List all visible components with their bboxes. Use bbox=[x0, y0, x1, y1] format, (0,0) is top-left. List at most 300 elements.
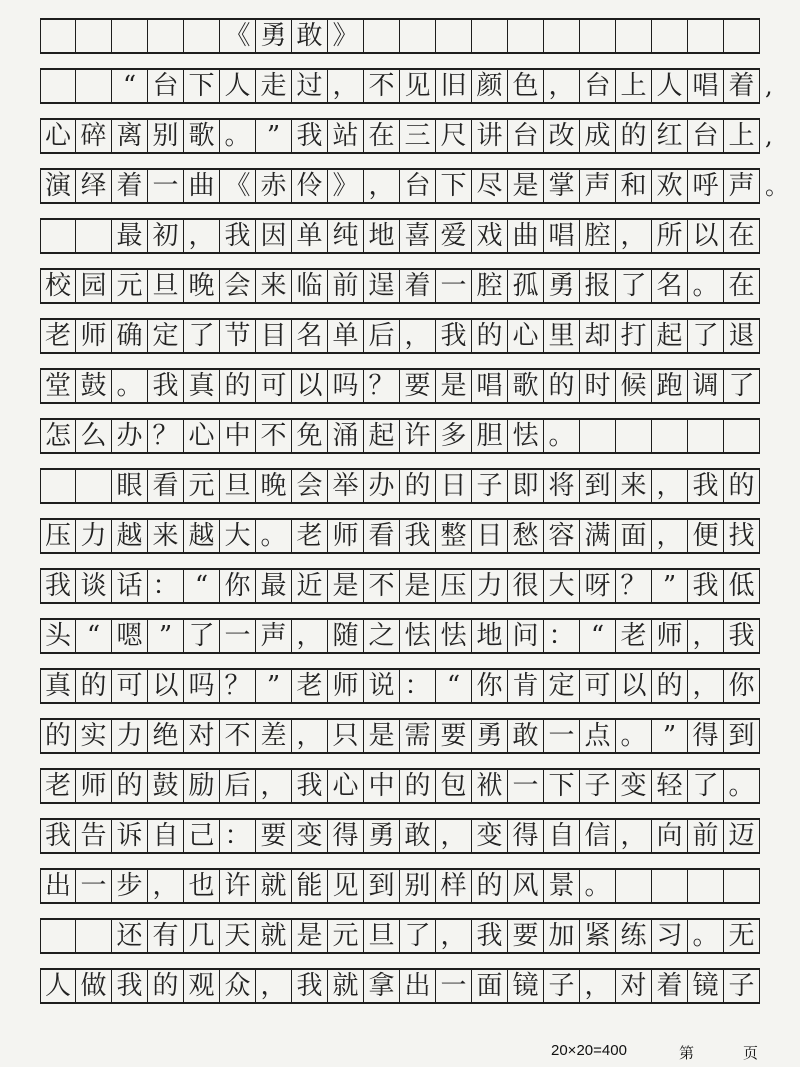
grid-cell: 调 bbox=[688, 370, 724, 402]
grid-cell: 呀 bbox=[580, 570, 616, 602]
grid-cell: 么 bbox=[76, 420, 112, 452]
grid-cell: 对 bbox=[616, 970, 652, 1002]
grid-cell: 最 bbox=[256, 570, 292, 602]
grid-cell: 上 bbox=[724, 120, 760, 152]
grid-cell: 怯 bbox=[508, 420, 544, 452]
grid-row bbox=[40, 18, 760, 54]
grid-cell: 校 bbox=[40, 270, 76, 302]
grid-cell: 唱 bbox=[688, 70, 724, 102]
grid-cell: 师 bbox=[652, 620, 688, 652]
grid-cell: 心 bbox=[508, 320, 544, 352]
grid-cell: 了 bbox=[184, 320, 220, 352]
grid-row bbox=[40, 68, 760, 104]
grid-cell bbox=[580, 420, 616, 452]
grid-cell: ， bbox=[256, 770, 292, 802]
grid-cell: 头 bbox=[40, 620, 76, 652]
grid-cell: 台 bbox=[580, 70, 616, 102]
grid-cell: 力 bbox=[76, 520, 112, 552]
grid-cell: 打 bbox=[616, 320, 652, 352]
grid-cell: 将 bbox=[544, 470, 580, 502]
grid-cell: 。 bbox=[544, 420, 580, 452]
grid-cell: 免 bbox=[292, 420, 328, 452]
grid-cell: 尽 bbox=[472, 170, 508, 202]
grid-cell bbox=[616, 870, 652, 902]
grid-cell: 习 bbox=[652, 920, 688, 952]
grid-cell bbox=[544, 20, 580, 52]
grid-cell: 点 bbox=[580, 720, 616, 752]
grid-cell: 之 bbox=[364, 620, 400, 652]
grid-cell: 在 bbox=[724, 220, 760, 252]
grid-cell: 最 bbox=[112, 220, 148, 252]
grid-cell: 整 bbox=[436, 520, 472, 552]
grid-cell: ， bbox=[364, 170, 400, 202]
grid-cell: 实 bbox=[76, 720, 112, 752]
grid-cell: 来 bbox=[256, 270, 292, 302]
grid-cell: 几 bbox=[184, 920, 220, 952]
grid-cell: 子 bbox=[724, 970, 760, 1002]
grid-cell: 满 bbox=[580, 520, 616, 552]
grid-cell: 肯 bbox=[508, 670, 544, 702]
grid-cell: 下 bbox=[436, 170, 472, 202]
grid-cell: 站 bbox=[328, 120, 364, 152]
grid-cell: 来 bbox=[616, 470, 652, 502]
grid-cell: 尺 bbox=[436, 120, 472, 152]
grid-cell: 的 bbox=[472, 870, 508, 902]
grid-cell: 话 bbox=[112, 570, 148, 602]
grid-cell: 信 bbox=[580, 820, 616, 852]
grid-cell: 是 bbox=[292, 920, 328, 952]
grid-cell: 别 bbox=[400, 870, 436, 902]
grid-cell: 我 bbox=[292, 970, 328, 1002]
grid-cell: 能 bbox=[292, 870, 328, 902]
grid-cell: 观 bbox=[184, 970, 220, 1002]
grid-cell: ， bbox=[292, 720, 328, 752]
margin-punctuation: 。 bbox=[765, 172, 789, 200]
grid-cell: 看 bbox=[148, 470, 184, 502]
grid-cell: 师 bbox=[328, 520, 364, 552]
grid-cell: 呼 bbox=[688, 170, 724, 202]
grid-cell: ， bbox=[688, 670, 724, 702]
grid-cell: 临 bbox=[292, 270, 328, 302]
grid-cell: 起 bbox=[652, 320, 688, 352]
grid-cell bbox=[400, 20, 436, 52]
grid-cell: 在 bbox=[364, 120, 400, 152]
grid-cell: ” bbox=[256, 670, 292, 702]
grid-cell bbox=[76, 20, 112, 52]
grid-cell bbox=[148, 20, 184, 52]
grid-cell: 以 bbox=[616, 670, 652, 702]
grid-cell: 我 bbox=[400, 520, 436, 552]
grid-cell: 改 bbox=[544, 120, 580, 152]
grid-cell: 景 bbox=[544, 870, 580, 902]
grid-cell: 我 bbox=[688, 470, 724, 502]
grid-cell: 办 bbox=[112, 420, 148, 452]
grid-cell: 了 bbox=[184, 620, 220, 652]
grid-cell: 演 bbox=[40, 170, 76, 202]
grid-cell: 。 bbox=[688, 270, 724, 302]
grid-cell: 说 bbox=[364, 670, 400, 702]
grid-cell: 只 bbox=[328, 720, 364, 752]
grid-cell bbox=[652, 20, 688, 52]
grid-cell: 袱 bbox=[472, 770, 508, 802]
grid-cell: 心 bbox=[328, 770, 364, 802]
grid-cell bbox=[652, 870, 688, 902]
grid-cell: ： bbox=[148, 570, 184, 602]
grid-cell: 了 bbox=[688, 320, 724, 352]
grid-count-label: 20×20=400 bbox=[551, 1042, 627, 1059]
grid-cell: 的 bbox=[400, 470, 436, 502]
grid-cell: 确 bbox=[112, 320, 148, 352]
grid-cell: 唱 bbox=[544, 220, 580, 252]
grid-cell: 的 bbox=[652, 670, 688, 702]
grid-cell: 变 bbox=[472, 820, 508, 852]
grid-cell: 腔 bbox=[472, 270, 508, 302]
grid-cell: 一 bbox=[544, 720, 580, 752]
grid-cell: 人 bbox=[652, 70, 688, 102]
grid-cell: 》 bbox=[328, 20, 364, 52]
grid-cell: 紧 bbox=[580, 920, 616, 952]
page-number-prefix: 第 bbox=[679, 1045, 695, 1062]
grid-cell: ” bbox=[148, 620, 184, 652]
grid-cell: 老 bbox=[616, 620, 652, 652]
grid-cell: 的 bbox=[112, 770, 148, 802]
grid-cell: 晚 bbox=[256, 470, 292, 502]
grid-cell: 日 bbox=[472, 520, 508, 552]
grid-cell: 自 bbox=[544, 820, 580, 852]
grid-cell bbox=[616, 20, 652, 52]
grid-cell: ， bbox=[148, 870, 184, 902]
grid-cell: 报 bbox=[580, 270, 616, 302]
grid-cell: 我 bbox=[472, 920, 508, 952]
grid-cell: 要 bbox=[256, 820, 292, 852]
grid-cell: 离 bbox=[112, 120, 148, 152]
grid-cell: 。 bbox=[616, 720, 652, 752]
grid-cell bbox=[580, 20, 616, 52]
grid-cell bbox=[724, 420, 760, 452]
grid-cell: 老 bbox=[40, 770, 76, 802]
grid-row bbox=[40, 568, 760, 604]
grid-cell: 会 bbox=[220, 270, 256, 302]
grid-cell: 敢 bbox=[400, 820, 436, 852]
grid-cell: 老 bbox=[292, 520, 328, 552]
grid-cell: 包 bbox=[436, 770, 472, 802]
grid-cell: “ bbox=[436, 670, 472, 702]
grid-cell: 绎 bbox=[76, 170, 112, 202]
grid-cell: 镜 bbox=[508, 970, 544, 1002]
grid-cell bbox=[688, 420, 724, 452]
grid-cell bbox=[472, 20, 508, 52]
grid-cell: 退 bbox=[724, 320, 760, 352]
grid-cell: 压 bbox=[40, 520, 76, 552]
grid-cell: ： bbox=[400, 670, 436, 702]
grid-cell: 。 bbox=[580, 870, 616, 902]
grid-cell: ， bbox=[688, 620, 724, 652]
grid-cell: 日 bbox=[436, 470, 472, 502]
grid-cell: 勇 bbox=[472, 720, 508, 752]
grid-cell: 可 bbox=[112, 670, 148, 702]
grid-cell: 了 bbox=[724, 370, 760, 402]
grid-cell: ？ bbox=[220, 670, 256, 702]
grid-cell: 单 bbox=[292, 220, 328, 252]
grid-cell: 越 bbox=[184, 520, 220, 552]
grid-cell: ， bbox=[292, 620, 328, 652]
grid-cell: 旧 bbox=[436, 70, 472, 102]
grid-cell: 近 bbox=[292, 570, 328, 602]
grid-cell: 大 bbox=[220, 520, 256, 552]
grid-cell: 我 bbox=[40, 820, 76, 852]
grid-cell: ” bbox=[652, 720, 688, 752]
grid-cell: 找 bbox=[724, 520, 760, 552]
grid-cell: 大 bbox=[544, 570, 580, 602]
grid-cell: 台 bbox=[400, 170, 436, 202]
grid-cell: 以 bbox=[688, 220, 724, 252]
grid-cell: 嗯 bbox=[112, 620, 148, 652]
grid-cell: 得 bbox=[508, 820, 544, 852]
grid-cell: 单 bbox=[328, 320, 364, 352]
grid-cell: 容 bbox=[544, 520, 580, 552]
grid-cell: 爱 bbox=[436, 220, 472, 252]
grid-cell: 掌 bbox=[544, 170, 580, 202]
grid-cell: 赤 bbox=[256, 170, 292, 202]
grid-cell: 需 bbox=[400, 720, 436, 752]
grid-cell: 出 bbox=[400, 970, 436, 1002]
grid-cell: 就 bbox=[256, 920, 292, 952]
grid-row bbox=[40, 118, 760, 154]
grid-cell: 着 bbox=[652, 970, 688, 1002]
grid-cell: 名 bbox=[292, 320, 328, 352]
grid-row bbox=[40, 468, 760, 504]
grid-cell: 练 bbox=[616, 920, 652, 952]
grid-cell: ， bbox=[436, 920, 472, 952]
grid-cell: 涌 bbox=[328, 420, 364, 452]
grid-cell: 人 bbox=[40, 970, 76, 1002]
grid-cell: 红 bbox=[652, 120, 688, 152]
grid-cell: 的 bbox=[544, 370, 580, 402]
grid-cell: 台 bbox=[148, 70, 184, 102]
grid-row bbox=[40, 268, 760, 304]
grid-cell: 定 bbox=[544, 670, 580, 702]
grid-cell: 的 bbox=[220, 370, 256, 402]
grid-cell: 老 bbox=[40, 320, 76, 352]
grid-cell: 声 bbox=[580, 170, 616, 202]
grid-cell: 到 bbox=[580, 470, 616, 502]
grid-cell: 励 bbox=[184, 770, 220, 802]
grid-cell: 办 bbox=[364, 470, 400, 502]
grid-cell: 的 bbox=[400, 770, 436, 802]
grid-cell: 愁 bbox=[508, 520, 544, 552]
grid-row bbox=[40, 518, 760, 554]
grid-cell: 怯 bbox=[436, 620, 472, 652]
grid-row bbox=[40, 618, 760, 654]
margin-punctuation: , bbox=[765, 122, 773, 150]
grid-cell: 吗 bbox=[328, 370, 364, 402]
grid-cell bbox=[76, 220, 112, 252]
grid-cell: 也 bbox=[184, 870, 220, 902]
grid-cell: 越 bbox=[112, 520, 148, 552]
grid-cell: ” bbox=[256, 120, 292, 152]
grid-cell: 得 bbox=[688, 720, 724, 752]
grid-cell: 的 bbox=[148, 970, 184, 1002]
grid-cell: 园 bbox=[76, 270, 112, 302]
grid-cell: 旦 bbox=[148, 270, 184, 302]
margin-punctuation: , bbox=[765, 72, 773, 100]
grid-cell: 诉 bbox=[112, 820, 148, 852]
grid-cell: 见 bbox=[400, 70, 436, 102]
grid-cell: 声 bbox=[724, 170, 760, 202]
grid-cell: 还 bbox=[112, 920, 148, 952]
grid-row bbox=[40, 418, 760, 454]
grid-cell: 心 bbox=[40, 120, 76, 152]
grid-cell bbox=[76, 920, 112, 952]
page-number-suffix: 页 bbox=[743, 1045, 759, 1062]
grid-cell: 我 bbox=[724, 620, 760, 652]
grid-cell: 一 bbox=[508, 770, 544, 802]
grid-cell: 了 bbox=[616, 270, 652, 302]
grid-cell: 做 bbox=[76, 970, 112, 1002]
grid-row bbox=[40, 368, 760, 404]
grid-cell: 和 bbox=[616, 170, 652, 202]
grid-row bbox=[40, 768, 760, 804]
grid-cell bbox=[652, 420, 688, 452]
grid-cell: “ bbox=[76, 620, 112, 652]
grid-cell: 子 bbox=[544, 970, 580, 1002]
grid-cell bbox=[616, 420, 652, 452]
grid-cell: “ bbox=[580, 620, 616, 652]
grid-cell: 元 bbox=[112, 270, 148, 302]
grid-cell: 便 bbox=[688, 520, 724, 552]
grid-cell: 人 bbox=[220, 70, 256, 102]
grid-cell: 到 bbox=[364, 870, 400, 902]
grid-cell: 许 bbox=[220, 870, 256, 902]
grid-cell: 我 bbox=[148, 370, 184, 402]
grid-cell: ” bbox=[652, 570, 688, 602]
grid-row bbox=[40, 218, 760, 254]
grid-cell: 无 bbox=[724, 920, 760, 952]
grid-cell: 勇 bbox=[364, 820, 400, 852]
grid-cell: 不 bbox=[220, 720, 256, 752]
grid-cell: 要 bbox=[436, 720, 472, 752]
grid-cell: 迈 bbox=[724, 820, 760, 852]
grid-cell: 别 bbox=[148, 120, 184, 152]
grid-cell: 子 bbox=[472, 470, 508, 502]
grid-cell: 一 bbox=[436, 270, 472, 302]
grid-cell: 堂 bbox=[40, 370, 76, 402]
grid-cell: 却 bbox=[580, 320, 616, 352]
grid-cell: 一 bbox=[76, 870, 112, 902]
grid-cell: ， bbox=[328, 70, 364, 102]
grid-cell: 的 bbox=[40, 720, 76, 752]
grid-cell: 前 bbox=[328, 270, 364, 302]
grid-cell bbox=[508, 20, 544, 52]
grid-cell: 要 bbox=[400, 370, 436, 402]
grid-cell: ， bbox=[580, 970, 616, 1002]
grid-cell: 节 bbox=[220, 320, 256, 352]
grid-cell: 歌 bbox=[508, 370, 544, 402]
grid-cell: 随 bbox=[328, 620, 364, 652]
grid-cell: 胆 bbox=[472, 420, 508, 452]
grid-cell bbox=[724, 870, 760, 902]
grid-cell: ， bbox=[616, 220, 652, 252]
grid-cell: 的 bbox=[472, 320, 508, 352]
grid-cell: 即 bbox=[508, 470, 544, 502]
grid-cell: 旦 bbox=[364, 920, 400, 952]
grid-cell: 不 bbox=[256, 420, 292, 452]
grid-cell: 一 bbox=[436, 970, 472, 1002]
grid-cell: 中 bbox=[220, 420, 256, 452]
grid-cell: 。 bbox=[688, 920, 724, 952]
grid-cell: 得 bbox=[328, 820, 364, 852]
grid-cell: 是 bbox=[400, 570, 436, 602]
grid-cell: 步 bbox=[112, 870, 148, 902]
grid-cell: 到 bbox=[724, 720, 760, 752]
grid-cell: 以 bbox=[292, 370, 328, 402]
grid-cell: 元 bbox=[184, 470, 220, 502]
grid-cell: 腔 bbox=[580, 220, 616, 252]
grid-cell: 一 bbox=[148, 170, 184, 202]
grid-cell: ， bbox=[400, 320, 436, 352]
grid-row bbox=[40, 318, 760, 354]
grid-cell: 纯 bbox=[328, 220, 364, 252]
grid-cell: 可 bbox=[256, 370, 292, 402]
grid-cell: 勇 bbox=[544, 270, 580, 302]
grid-cell: 三 bbox=[400, 120, 436, 152]
grid-cell: 拿 bbox=[364, 970, 400, 1002]
grid-cell: 喜 bbox=[400, 220, 436, 252]
grid-cell bbox=[688, 870, 724, 902]
grid-cell: 不 bbox=[364, 70, 400, 102]
grid-cell: 我 bbox=[688, 570, 724, 602]
grid-cell: 风 bbox=[508, 870, 544, 902]
grid-cell: 低 bbox=[724, 570, 760, 602]
grid-cell: 后 bbox=[364, 320, 400, 352]
grid-cell: 跑 bbox=[652, 370, 688, 402]
grid-cell: 就 bbox=[256, 870, 292, 902]
grid-cell: 是 bbox=[364, 720, 400, 752]
grid-cell: 欢 bbox=[652, 170, 688, 202]
grid-cell: 歌 bbox=[184, 120, 220, 152]
grid-cell bbox=[724, 20, 760, 52]
grid-cell: ， bbox=[544, 70, 580, 102]
grid-cell: ， bbox=[436, 820, 472, 852]
grid-cell bbox=[76, 470, 112, 502]
grid-row bbox=[40, 168, 760, 204]
grid-cell: 见 bbox=[328, 870, 364, 902]
grid-cell: 吗 bbox=[184, 670, 220, 702]
grid-cell: 怯 bbox=[400, 620, 436, 652]
grid-cell: 前 bbox=[688, 820, 724, 852]
grid-cell: 地 bbox=[472, 620, 508, 652]
grid-cell: “ bbox=[112, 70, 148, 102]
grid-cell: 旦 bbox=[220, 470, 256, 502]
composition-grid bbox=[40, 18, 789, 1028]
grid-cell: 曲 bbox=[508, 220, 544, 252]
grid-cell: 师 bbox=[76, 320, 112, 352]
grid-cell: 可 bbox=[580, 670, 616, 702]
grid-cell bbox=[40, 70, 76, 102]
grid-cell: 晚 bbox=[184, 270, 220, 302]
grid-cell: 。 bbox=[112, 370, 148, 402]
grid-cell bbox=[436, 20, 472, 52]
grid-cell: 压 bbox=[436, 570, 472, 602]
grid-cell: 是 bbox=[436, 370, 472, 402]
grid-cell: 力 bbox=[472, 570, 508, 602]
grid-cell: 会 bbox=[292, 470, 328, 502]
grid-cell: 老 bbox=[292, 670, 328, 702]
grid-cell: ， bbox=[184, 220, 220, 252]
grid-cell: 伶 bbox=[292, 170, 328, 202]
grid-cell: 。 bbox=[220, 120, 256, 152]
grid-cell: 因 bbox=[256, 220, 292, 252]
